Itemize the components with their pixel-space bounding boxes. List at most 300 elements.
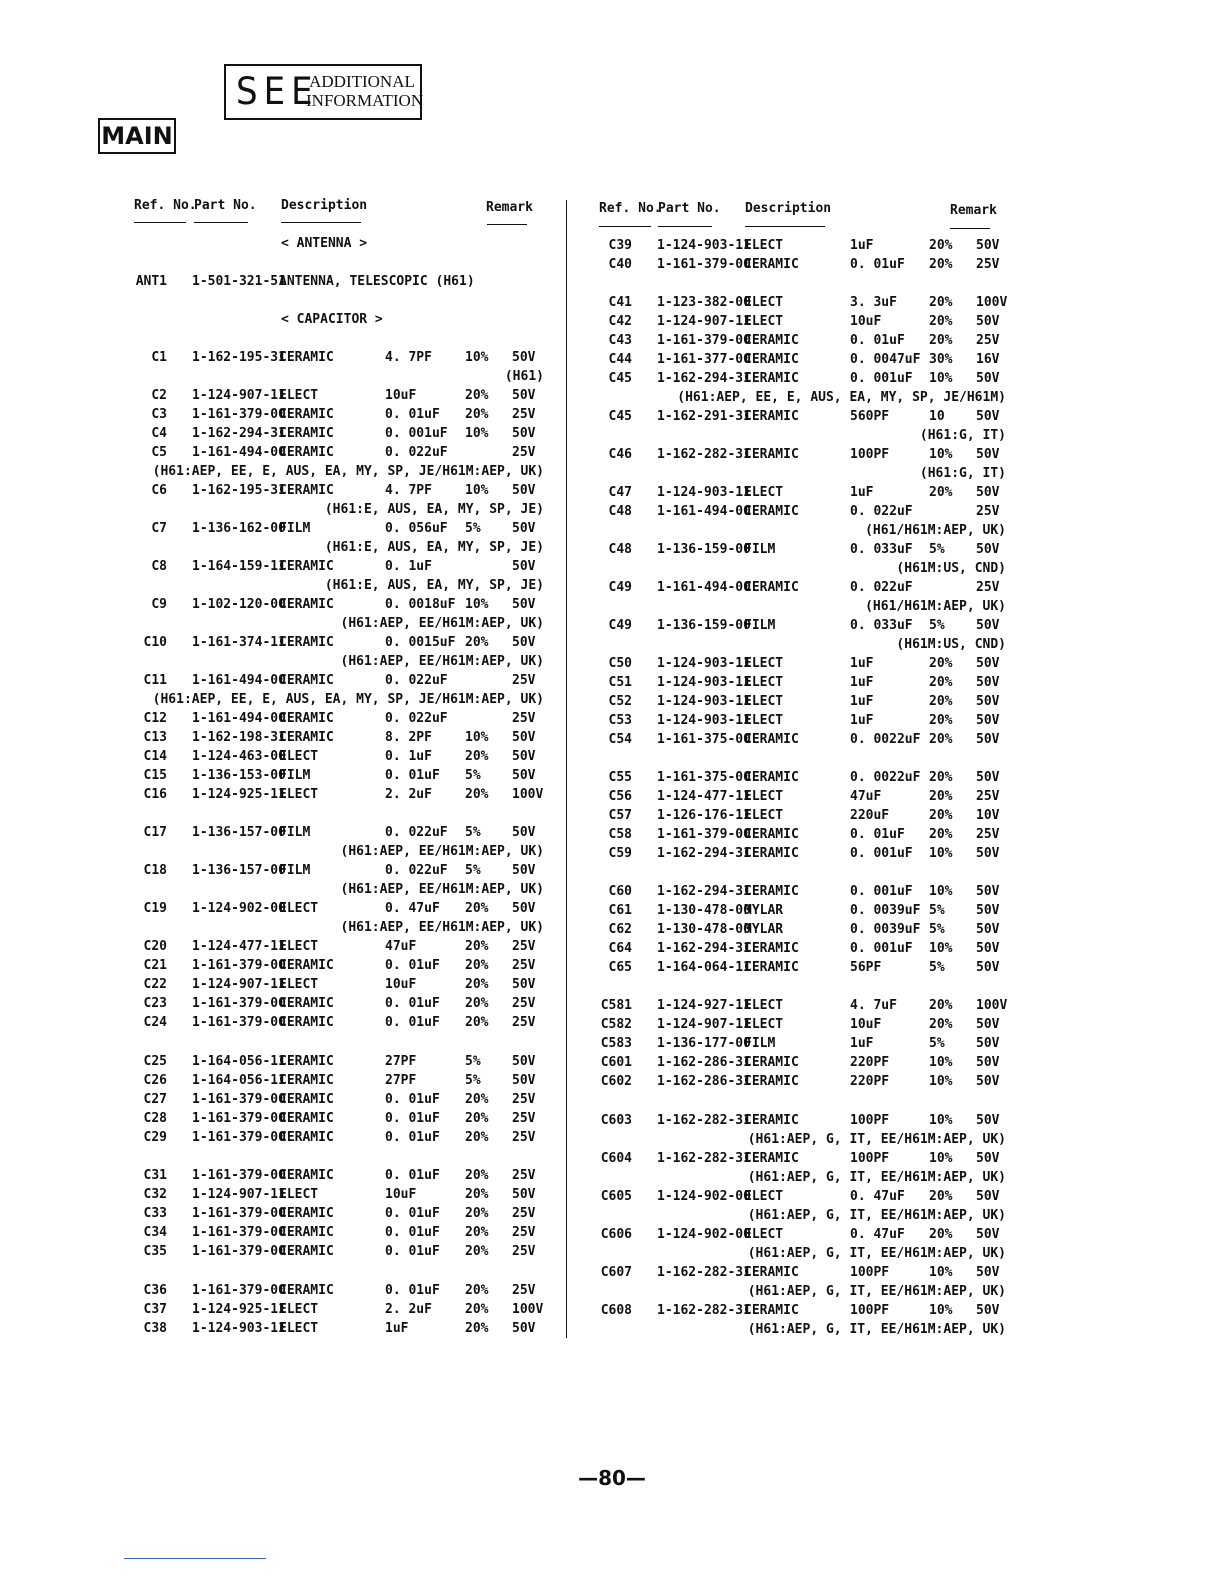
part-val: 0. 01uF	[385, 1168, 440, 1183]
part-desc: CERAMIC	[744, 1074, 799, 1089]
region-note: (H61/H61M:AEP, UK)	[865, 523, 1006, 538]
part-val: 220uF	[850, 808, 890, 823]
part-val: 1uF	[850, 1036, 874, 1051]
part-row	[0, 1303, 1224, 1322]
part-row	[0, 504, 1224, 523]
part-ref: C33	[143, 1206, 167, 1221]
part-desc: CERAMIC	[279, 1092, 334, 1107]
part-volt: 50V	[512, 1321, 536, 1336]
part-part: 1-162-198-31	[192, 730, 286, 745]
part-row	[0, 1265, 1224, 1284]
part-volt: 100V	[512, 787, 544, 802]
part-volt: 50V	[512, 559, 536, 574]
part-tol: 20%	[929, 808, 953, 823]
part-part: 1-164-056-11	[192, 1073, 286, 1088]
part-ref: C40	[608, 257, 632, 272]
part-tol: 20%	[929, 1017, 953, 1032]
part-val: 1uF	[850, 713, 874, 728]
part-part: 1-124-477-11	[657, 789, 751, 804]
part-val: 0. 01uF	[850, 257, 905, 272]
part-ref: C608	[600, 1303, 632, 1318]
part-val: 0. 001uF	[385, 426, 448, 441]
part-row	[0, 656, 1224, 675]
part-part: 1-161-379-00	[192, 1244, 286, 1259]
part-ref: C35	[143, 1244, 167, 1259]
part-desc: CERAMIC	[279, 730, 334, 745]
part-volt: 50V	[512, 350, 536, 365]
part-part: 1-124-907-11	[657, 314, 751, 329]
region-note: (H61M:US, CND)	[896, 561, 1006, 576]
part-row	[0, 941, 1224, 960]
part-volt: 25V	[976, 580, 1000, 595]
part-volt: 50V	[512, 768, 536, 783]
part-volt: 25V	[512, 1015, 536, 1030]
part-tol: 10%	[929, 884, 953, 899]
part-part: 1-124-927-11	[657, 998, 751, 1013]
part-volt: 10V	[976, 808, 1000, 823]
part-desc: ELECT	[744, 675, 784, 690]
part-tol: 5%	[465, 768, 481, 783]
part-val: 100PF	[850, 1151, 890, 1166]
part-val: 0. 022uF	[385, 863, 448, 878]
part-volt: 100V	[976, 998, 1008, 1013]
part-row	[0, 1321, 1224, 1340]
part-volt: 25V	[512, 1130, 536, 1145]
part-val: 0. 033uF	[850, 618, 913, 633]
part-desc: ELECT	[279, 1302, 319, 1317]
part-ref: C48	[608, 542, 632, 557]
part-ref: C22	[143, 977, 167, 992]
part-volt: 25V	[512, 1244, 536, 1259]
region-note: (H61:E, AUS, EA, MY, SP, JE)	[324, 578, 544, 593]
part-part: 1-161-379-00	[192, 1206, 286, 1221]
part-part: 1-162-294-31	[657, 941, 751, 956]
part-volt: 25V	[976, 504, 1000, 519]
part-desc: ELECT	[279, 901, 319, 916]
part-tol: 20%	[465, 1168, 489, 1183]
part-ref: C43	[608, 333, 632, 348]
part-val: 8. 2PF	[385, 730, 432, 745]
part-volt: 25V	[512, 673, 536, 688]
header-remark-left: Remark	[486, 200, 533, 215]
header-ref-left: Ref. No.	[134, 198, 197, 213]
part-part: 1-162-294-31	[657, 371, 751, 386]
part-ref: C604	[600, 1151, 632, 1166]
part-row	[0, 922, 1224, 941]
part-tol: 20%	[929, 675, 953, 690]
part-row	[0, 903, 1224, 922]
part-part: 1-136-162-00	[192, 521, 286, 536]
part-desc: ELECT	[279, 749, 319, 764]
part-val: 27PF	[385, 1054, 417, 1069]
part-row	[0, 485, 1224, 504]
part-val: 47uF	[850, 789, 882, 804]
part-row	[0, 1092, 1224, 1111]
part-ref: C64	[608, 941, 632, 956]
part-desc: CERAMIC	[744, 827, 799, 842]
part-ref: C25	[143, 1054, 167, 1069]
part-volt: 50V	[512, 1073, 536, 1088]
region-note: (H61:AEP, G, IT, EE/H61M:AEP, UK)	[747, 1132, 1006, 1147]
part-ref: C60	[608, 884, 632, 899]
part-volt: 50V	[512, 749, 536, 764]
part-desc: MYLAR	[744, 903, 784, 918]
header-part-right: Part No.	[658, 201, 721, 216]
part-val: 0. 01uF	[385, 958, 440, 973]
part-tol: 10%	[465, 483, 489, 498]
part-tol: 10%	[465, 597, 489, 612]
part-desc: ELECT	[279, 977, 319, 992]
part-volt: 50V	[976, 656, 1000, 671]
part-part: 1-124-925-11	[192, 787, 286, 802]
part-ref: C59	[608, 846, 632, 861]
part-part: 1-161-375-00	[657, 732, 751, 747]
part-desc: ELECT	[279, 1187, 319, 1202]
part-part: 1-162-294-31	[657, 884, 751, 899]
part-volt: 25V	[512, 939, 536, 954]
part-ref: C26	[143, 1073, 167, 1088]
part-tol: 20%	[929, 333, 953, 348]
part-part: 1-161-379-00	[657, 333, 751, 348]
part-tol: 20%	[465, 901, 489, 916]
part-row	[0, 1151, 1224, 1170]
part-desc: ANTENNA, TELESCOPIC (H61)	[279, 274, 475, 289]
part-tol: 5%	[465, 863, 481, 878]
region-note: (H61:AEP, EE, E, AUS, EA, MY, SP, JE/H61M)	[677, 390, 1006, 405]
part-volt: 50V	[512, 901, 536, 916]
part-desc: ELECT	[744, 238, 784, 253]
part-volt: 50V	[512, 730, 536, 745]
header-part-left: Part No.	[194, 198, 257, 213]
part-row	[0, 295, 1224, 314]
region-note: (H61:AEP, G, IT, EE/H61M:AEP, UK)	[747, 1208, 1006, 1223]
part-desc: ELECT	[744, 694, 784, 709]
part-ref: C29	[143, 1130, 167, 1145]
part-desc: ELECT	[279, 1321, 319, 1336]
part-ref: C2	[151, 388, 167, 403]
part-tol: 30%	[929, 352, 953, 367]
part-tol: 20%	[465, 1130, 489, 1145]
region-note: (H61:AEP, EE, E, AUS, EA, MY, SP, JE/H61M:AEP, UK)	[152, 692, 544, 707]
part-row	[0, 333, 1224, 352]
part-tol: 20%	[465, 977, 489, 992]
part-tol: 5%	[929, 542, 945, 557]
part-val: 0. 022uF	[385, 825, 448, 840]
part-val: 4. 7PF	[385, 483, 432, 498]
part-volt: 50V	[976, 941, 1000, 956]
part-part: 1-124-903-11	[657, 694, 751, 709]
part-ref: C603	[600, 1113, 632, 1128]
part-volt: 50V	[976, 1189, 1000, 1204]
part-ref: C58	[608, 827, 632, 842]
part-tol: 20%	[929, 827, 953, 842]
part-ref: C13	[143, 730, 167, 745]
part-tol: 5%	[929, 618, 945, 633]
part-row	[0, 1074, 1224, 1093]
part-desc: CERAMIC	[744, 770, 799, 785]
part-ref: C56	[608, 789, 632, 804]
part-ref: C3	[151, 407, 167, 422]
part-ref: C21	[143, 958, 167, 973]
header-desc-left: Description	[281, 198, 368, 213]
part-volt: 50V	[976, 1151, 1000, 1166]
part-row	[0, 1130, 1224, 1149]
part-part: 1-126-176-11	[657, 808, 751, 823]
part-desc: ELECT	[279, 939, 319, 954]
part-desc: ELECT	[744, 789, 784, 804]
part-tol: 20%	[465, 1015, 489, 1030]
region-note: (H61:E, AUS, EA, MY, SP, JE)	[324, 540, 544, 555]
part-part: 1-161-494-00	[657, 580, 751, 595]
part-volt: 25V	[976, 333, 1000, 348]
part-tol: 20%	[465, 1283, 489, 1298]
part-part: 1-124-463-00	[192, 749, 286, 764]
part-tol: 20%	[465, 1244, 489, 1259]
part-row	[0, 1168, 1224, 1187]
part-desc: FILM	[744, 1036, 776, 1051]
part-volt: 50V	[976, 485, 1000, 500]
part-desc: CERAMIC	[279, 426, 334, 441]
part-ref: C45	[608, 409, 632, 424]
part-volt: 50V	[976, 542, 1000, 557]
part-val: 0. 033uF	[850, 542, 913, 557]
part-ref: C606	[600, 1227, 632, 1242]
part-part: 1-161-379-00	[192, 1283, 286, 1298]
part-val: 0. 01uF	[385, 996, 440, 1011]
part-volt: 50V	[512, 977, 536, 992]
part-tol: 20%	[465, 1225, 489, 1240]
part-volt: 50V	[976, 371, 1000, 386]
region-note: (H61:AEP, G, IT, EE/H61M:AEP, UK)	[747, 1322, 1006, 1337]
see-word: SEE	[236, 70, 319, 114]
part-desc: CERAMIC	[279, 1073, 334, 1088]
part-desc: CERAMIC	[279, 1054, 334, 1069]
part-volt: 25V	[512, 1225, 536, 1240]
part-tol: 20%	[929, 238, 953, 253]
part-ref: C46	[608, 447, 632, 462]
part-row	[0, 732, 1224, 751]
part-volt: 25V	[512, 958, 536, 973]
part-volt: 50V	[976, 960, 1000, 975]
part-desc: CERAMIC	[279, 1244, 334, 1259]
part-part: 1-130-478-00	[657, 903, 751, 918]
region-note: (H61:AEP, EE/H61M:AEP, UK)	[340, 920, 544, 935]
part-part: 1-161-379-00	[657, 257, 751, 272]
part-ref: C32	[143, 1187, 167, 1202]
part-desc: CERAMIC	[279, 1111, 334, 1126]
region-note: (H61:AEP, G, IT, EE/H61M:AEP, UK)	[747, 1246, 1006, 1261]
part-ref: C6	[151, 483, 167, 498]
part-ref: C62	[608, 922, 632, 937]
part-val: 0. 01uF	[385, 1283, 440, 1298]
part-val: 0. 01uF	[850, 827, 905, 842]
part-desc: CERAMIC	[744, 1055, 799, 1070]
part-tol: 20%	[929, 257, 953, 272]
part-volt: 50V	[976, 922, 1000, 937]
see-additional-info-badge	[224, 64, 422, 120]
part-row	[0, 274, 1224, 293]
part-val: 0. 001uF	[850, 884, 913, 899]
part-volt: 16V	[976, 352, 1000, 367]
region-note: (H61:AEP, G, IT, EE/H61M:AEP, UK)	[747, 1284, 1006, 1299]
part-ref: C10	[143, 635, 167, 650]
part-row	[0, 1017, 1224, 1036]
part-ref: C31	[143, 1168, 167, 1183]
part-volt: 50V	[976, 903, 1000, 918]
part-tol: 20%	[465, 388, 489, 403]
region-note: (H61:G, IT)	[919, 466, 1006, 481]
part-val: 10uF	[385, 1187, 417, 1202]
part-desc: CERAMIC	[279, 958, 334, 973]
part-tol: 20%	[929, 485, 953, 500]
part-val: 0. 022uF	[850, 580, 913, 595]
part-val: 0. 022uF	[850, 504, 913, 519]
part-tol: 5%	[929, 903, 945, 918]
part-ref: C19	[143, 901, 167, 916]
part-desc: FILM	[744, 542, 776, 557]
part-row	[0, 635, 1224, 654]
part-ref: C48	[608, 504, 632, 519]
part-volt: 50V	[976, 1036, 1000, 1051]
part-ref: C605	[600, 1189, 632, 1204]
part-ref: C49	[608, 618, 632, 633]
part-part: 1-124-477-11	[192, 939, 286, 954]
part-tol: 20%	[929, 713, 953, 728]
part-part: 1-124-902-00	[657, 1189, 751, 1204]
part-desc: CERAMIC	[744, 504, 799, 519]
part-desc: CERAMIC	[744, 409, 799, 424]
region-note: (H61:G, IT)	[919, 428, 1006, 443]
part-val: 0. 01uF	[385, 1244, 440, 1259]
part-ref: C27	[143, 1092, 167, 1107]
part-part: 1-161-377-00	[657, 352, 751, 367]
part-row	[0, 1113, 1224, 1132]
part-tol: 10%	[929, 941, 953, 956]
part-desc: CERAMIC	[279, 597, 334, 612]
part-ref: C39	[608, 238, 632, 253]
part-desc: FILM	[279, 521, 311, 536]
part-row	[0, 749, 1224, 768]
part-ref: C601	[600, 1055, 632, 1070]
part-tol: 20%	[929, 732, 953, 747]
part-tol: 20%	[465, 407, 489, 422]
part-tol: 10%	[929, 447, 953, 462]
part-tol: 10%	[465, 730, 489, 745]
part-part: 1-136-177-00	[657, 1036, 751, 1051]
part-volt: 50V	[976, 1055, 1000, 1070]
part-part: 1-124-907-11	[657, 1017, 751, 1032]
part-part: 1-161-379-00	[192, 1092, 286, 1107]
part-ref: ANT1	[135, 274, 167, 289]
part-tol: 20%	[465, 1092, 489, 1107]
part-part: 1-161-494-00	[657, 504, 751, 519]
underline	[487, 224, 527, 225]
region-note: (H61:E, AUS, EA, MY, SP, JE)	[324, 502, 544, 517]
part-part: 1-162-294-31	[657, 846, 751, 861]
part-val: 47uF	[385, 939, 417, 954]
part-val: 0. 47uF	[850, 1189, 905, 1204]
part-tol: 5%	[929, 1036, 945, 1051]
part-desc: CERAMIC	[744, 1265, 799, 1280]
region-note: (H61)	[504, 369, 544, 384]
part-tol: 10%	[929, 1303, 953, 1318]
part-ref: C42	[608, 314, 632, 329]
part-ref: C53	[608, 713, 632, 728]
part-desc: FILM	[744, 618, 776, 633]
part-part: 1-136-159-00	[657, 618, 751, 633]
part-desc: ELECT	[744, 1227, 784, 1242]
part-ref: C9	[151, 597, 167, 612]
part-val: 0. 0047uF	[850, 352, 921, 367]
part-tol: 20%	[465, 1321, 489, 1336]
part-volt: 50V	[976, 1074, 1000, 1089]
main-section-label: MAIN	[98, 118, 176, 154]
part-ref: C24	[143, 1015, 167, 1030]
part-ref: C51	[608, 675, 632, 690]
part-desc: CERAMIC	[744, 447, 799, 462]
part-desc: CERAMIC	[279, 635, 334, 650]
part-part: 1-161-375-00	[657, 770, 751, 785]
part-volt: 50V	[976, 694, 1000, 709]
part-tol: 10%	[929, 1265, 953, 1280]
part-desc: CERAMIC	[279, 711, 334, 726]
part-row	[0, 314, 1224, 333]
part-desc: CERAMIC	[744, 580, 799, 595]
part-volt: 25V	[976, 789, 1000, 804]
part-tol: 20%	[929, 789, 953, 804]
part-desc: CERAMIC	[744, 1303, 799, 1318]
part-part: 1-161-379-00	[192, 1130, 286, 1145]
part-volt: 50V	[512, 426, 536, 441]
part-part: 1-161-379-00	[192, 1168, 286, 1183]
part-part: 1-130-478-00	[657, 922, 751, 937]
section-antenna: < ANTENNA >	[281, 236, 368, 251]
part-ref: C65	[608, 960, 632, 975]
part-tol: 20%	[465, 1302, 489, 1317]
part-val: 0. 0018uF	[385, 597, 456, 612]
part-val: 0. 0039uF	[850, 903, 921, 918]
part-tol: 5%	[465, 1054, 481, 1069]
part-row	[0, 846, 1224, 865]
part-tol: 10%	[929, 846, 953, 861]
underline	[745, 226, 825, 227]
part-ref: C607	[600, 1265, 632, 1280]
part-tol: 10%	[929, 371, 953, 386]
part-part: 1-124-907-11	[192, 388, 286, 403]
part-tol: 20%	[929, 998, 953, 1013]
part-row	[0, 713, 1224, 732]
part-part: 1-164-159-11	[192, 559, 286, 574]
part-volt: 50V	[512, 1054, 536, 1069]
part-val: 1uF	[850, 485, 874, 500]
part-val: 4. 7PF	[385, 350, 432, 365]
part-row	[0, 1244, 1224, 1263]
part-val: 0. 1uF	[385, 749, 432, 764]
underline	[281, 222, 361, 223]
region-note: (H61:AEP, EE, E, AUS, EA, MY, SP, JE/H61M:AEP, UK)	[152, 464, 544, 479]
part-tol: 20%	[929, 295, 953, 310]
part-val: 0. 0039uF	[850, 922, 921, 937]
part-part: 1-162-282-31	[657, 1113, 751, 1128]
part-ref: C4	[151, 426, 167, 441]
part-val: 0. 47uF	[850, 1227, 905, 1242]
part-desc: CERAMIC	[279, 1015, 334, 1030]
part-volt: 50V	[976, 713, 1000, 728]
part-part: 1-136-157-00	[192, 863, 286, 878]
part-desc: CERAMIC	[744, 732, 799, 747]
part-val: 0. 0022uF	[850, 770, 921, 785]
underline	[134, 222, 186, 223]
